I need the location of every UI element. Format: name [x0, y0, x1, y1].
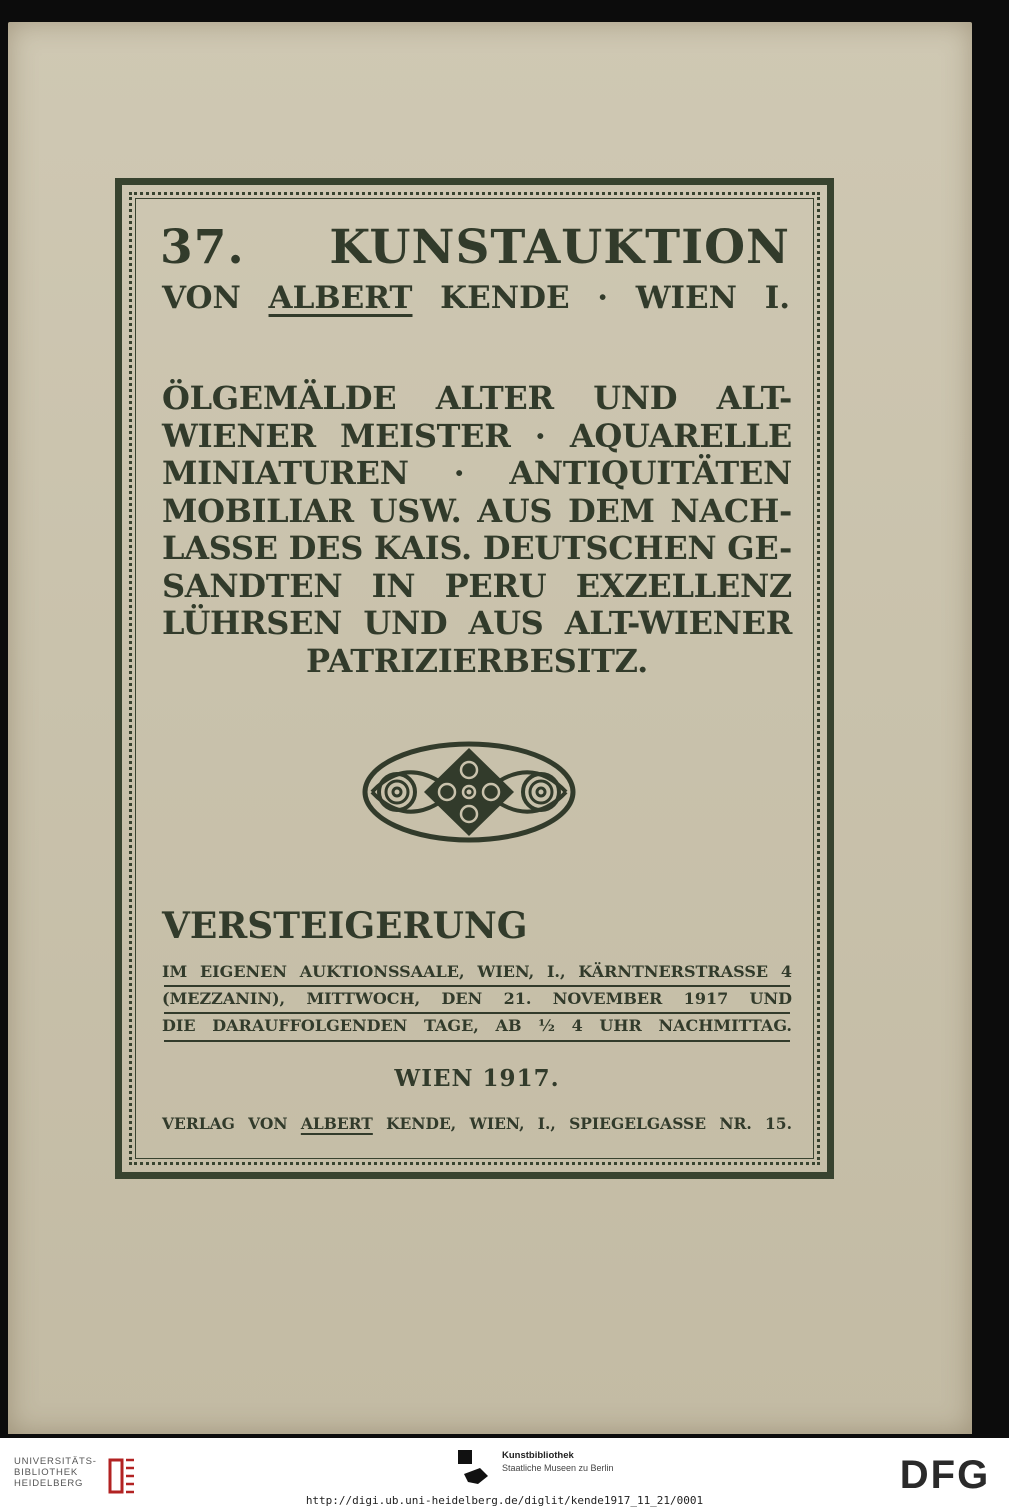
- description-line: WIENER MEISTER · AQUARELLE: [162, 416, 792, 455]
- permalink-url[interactable]: http://digi.ub.uni-heidelberg.de/diglit/kende1917_11_21/0001: [305, 1494, 704, 1507]
- dfg-logo[interactable]: [893, 1452, 997, 1494]
- auction-heading: VERSTEIGERUNG: [162, 905, 528, 947]
- ub-logo-text: [14, 1456, 97, 1489]
- ub-emblem-icon: [106, 1456, 136, 1496]
- spiral-ornament-icon: [362, 740, 576, 844]
- subtitle-underlined-name: ALBERT: [268, 280, 413, 316]
- ub-heidelberg-logo[interactable]: [14, 1448, 144, 1500]
- ub-line: BIBLIOTHEK: [14, 1467, 78, 1478]
- publisher-suffix: KENDE, WIEN, I., SPIEGELGASSE NR. 15.: [372, 1114, 792, 1133]
- location-rule: [164, 1012, 790, 1014]
- description-line: SANDTEN IN PERU EXZELLENZ: [162, 566, 792, 605]
- kunstbibliothek-logo[interactable]: [458, 1450, 658, 1496]
- city-year: WIEN 1917.: [394, 1065, 560, 1092]
- publisher-prefix: VERLAG VON: [162, 1114, 301, 1133]
- catalog-description: [162, 380, 792, 680]
- description-line: LÜHRSEN UND AUS ALT-WIENER: [162, 604, 792, 642]
- location-line: DIE DARAUFFOLGENDEN TAGE, AB ½ 4 UHR NACHMITTAG.: [162, 1016, 792, 1035]
- auction-location: [162, 958, 792, 1039]
- description-line: MOBILIAR USW. AUS DEM NACH-: [162, 491, 792, 530]
- catalog-title: 37. KUNSTAUKTION: [160, 220, 790, 275]
- location-line: IM EIGENEN AUKTIONSSAALE, WIEN, I., KÄRNTNERSTRASSE 4: [162, 962, 792, 981]
- publisher-line: [162, 1110, 792, 1138]
- publisher-underlined-name: ALBERT: [300, 1114, 373, 1133]
- description-line: ÖLGEMÄLDE ALTER UND ALT-: [162, 379, 792, 417]
- location-line: (MEZZANIN), MITTWOCH, DEN 21. NOVEMBER 1917 UND: [162, 989, 792, 1008]
- location-rule: [164, 985, 790, 987]
- catalog-subtitle: [162, 278, 790, 318]
- subtitle-prefix: VON: [162, 280, 269, 316]
- description-line: MINIATUREN · ANTIQUITÄTEN: [162, 454, 792, 492]
- description-line: PATRIZIERBESITZ.: [306, 641, 648, 680]
- kunstbibliothek-emblem-icon: [458, 1450, 498, 1490]
- subtitle-suffix: KENDE · WIEN I.: [412, 280, 790, 316]
- location-rule: [164, 1040, 790, 1042]
- description-line: LASSE DES KAIS. DEUTSCHEN GE-: [162, 529, 792, 567]
- kunstbibliothek-title: Kunstbibliothek: [502, 1450, 574, 1461]
- ub-line: HEIDELBERG: [14, 1478, 84, 1489]
- kunstbibliothek-subtitle: Staatliche Museen zu Berlin: [502, 1463, 614, 1473]
- ub-line: UNIVERSITÄTS-: [14, 1456, 97, 1467]
- dfg-label: DFG: [899, 1453, 991, 1494]
- digitization-footer: [0, 1438, 1009, 1512]
